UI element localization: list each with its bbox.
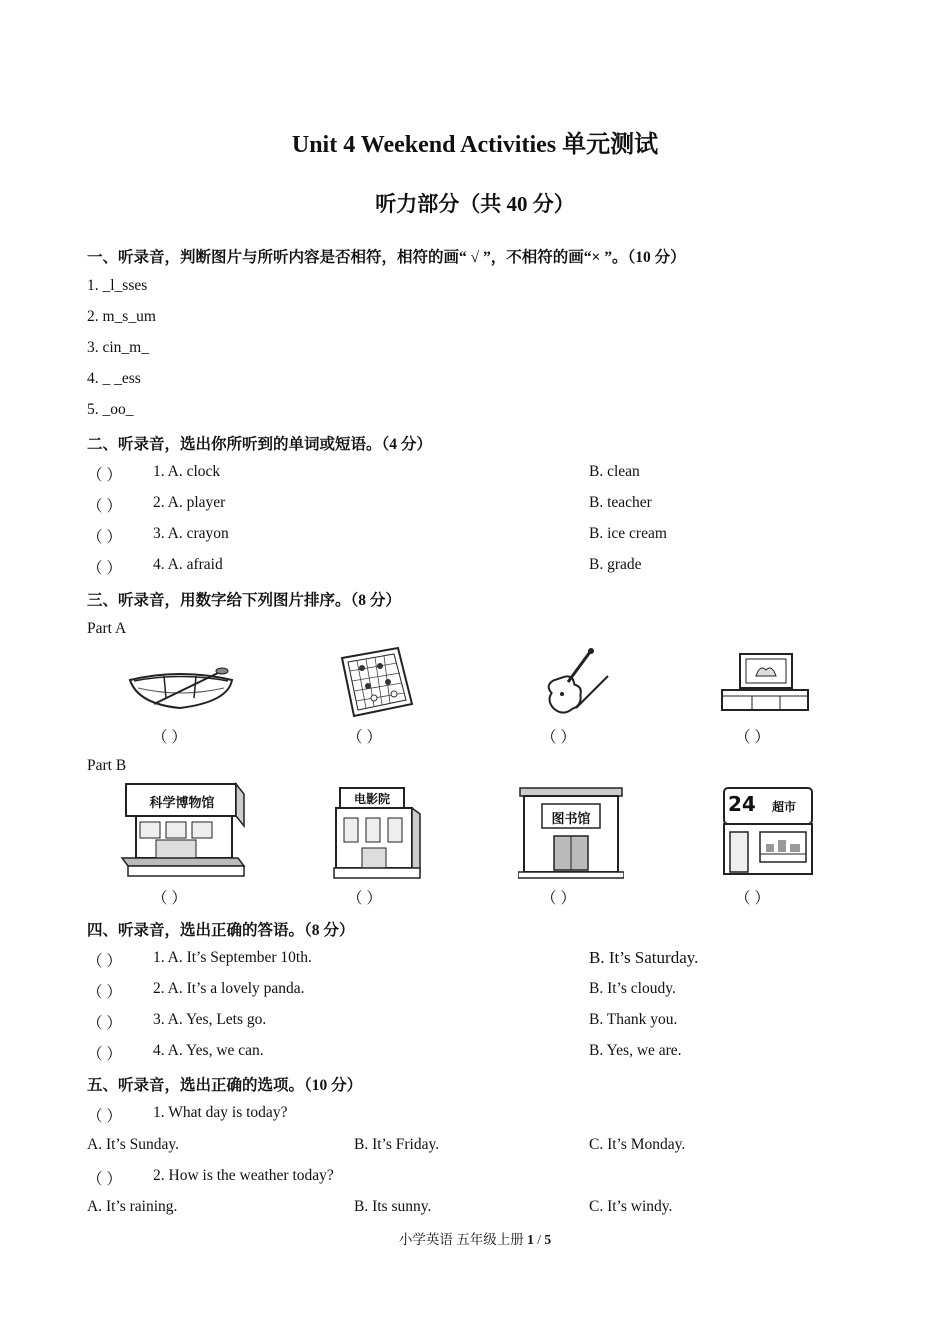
section-5-heading: 五、听录音，选出正确的选项。（10 分）: [87, 1077, 363, 1094]
option-a: 3. A. Yes, Lets go.: [153, 1011, 267, 1028]
option-a: A. It’s Sunday.: [87, 1136, 179, 1153]
order-blank: （ ）: [347, 890, 382, 907]
page-number: 1: [527, 1232, 534, 1247]
section-3-heading: 三、听录音，用数字给下列图片排序。（8 分）: [87, 592, 401, 609]
footer-text: 小学英语 五年级上册: [398, 1232, 528, 1247]
order-blank: （ ）: [347, 729, 382, 746]
answer-blank: （ ）: [87, 467, 122, 484]
violin-picture: [532, 646, 612, 714]
section-4-heading: 四、听录音，选出正确的答语。（8 分）: [87, 922, 355, 939]
page-total: 5: [544, 1232, 552, 1247]
library-picture: [518, 786, 624, 880]
question-text: 1. What day is today?: [153, 1104, 288, 1121]
page-title: Unit 4 Weekend Activities 单元测试: [291, 132, 659, 158]
option-b: B. Its sunny.: [354, 1198, 432, 1215]
option-b: B. Yes, we are.: [589, 1042, 682, 1059]
answer-blank: （ ）: [87, 1171, 122, 1188]
answer-blank: （ ）: [87, 529, 122, 546]
option-a: 1. A. It’s September 10th.: [153, 949, 312, 966]
answer-blank: （ ）: [87, 1046, 122, 1063]
section-2-heading: 二、听录音，选出你所听到的单词或短语。（4 分）: [87, 436, 432, 453]
page-footer: [0, 1228, 950, 1248]
option-c: C. It’s windy.: [589, 1198, 673, 1215]
option-a: 2. A. It’s a lovely panda.: [153, 980, 305, 997]
order-blank: （ ）: [152, 729, 187, 746]
option-a: 1. A. clock: [153, 463, 221, 480]
market-sign-text: 超市: [772, 800, 797, 814]
section-1-heading: 一、听录音，判断图片与所听内容是否相符，相符的画“ √ ”，不相符的画“× ”。（10 分）: [87, 249, 686, 266]
answer-blank: （ ）: [87, 498, 122, 515]
option-c: C. It’s Monday.: [589, 1136, 686, 1153]
chess-board-picture: [338, 646, 416, 718]
s1-item: 1. _l_sses: [87, 277, 148, 294]
answer-blank: （ ）: [87, 560, 122, 577]
page-separator: /: [533, 1232, 545, 1247]
option-a: 4. A. afraid: [153, 556, 223, 573]
s1-item: 5. _oo_: [87, 401, 134, 418]
part-a-label: Part A: [87, 620, 127, 637]
cinema-picture: [332, 786, 424, 880]
option-a: 2. A. player: [153, 494, 226, 511]
answer-blank: （ ）: [87, 984, 122, 1001]
museum-sign-text: 科学博物馆: [149, 796, 215, 811]
cinema-sign-text: 电影院: [353, 792, 390, 806]
market-24-text: 24: [728, 792, 756, 816]
order-blank: （ ）: [541, 890, 576, 907]
option-b: B. ice cream: [589, 525, 667, 542]
tv-stand-picture: [718, 650, 812, 714]
question-text: 2. How is the weather today?: [153, 1167, 334, 1184]
part-b-label: Part B: [87, 757, 127, 774]
s1-item: 4. _ _ess: [87, 370, 141, 387]
option-b: B. Thank you.: [589, 1011, 678, 1028]
order-blank: （ ）: [735, 729, 770, 746]
supermarket-picture: [720, 786, 816, 880]
order-blank: （ ）: [541, 729, 576, 746]
rowboat-picture: [124, 654, 236, 714]
option-b: B. teacher: [589, 494, 652, 511]
option-b: B. It’s Saturday.: [589, 948, 699, 967]
s1-item: 3. cin_m_: [87, 339, 149, 356]
order-blank: （ ）: [735, 890, 770, 907]
option-a: A. It’s raining.: [87, 1198, 178, 1215]
order-blank: （ ）: [152, 890, 187, 907]
page-subtitle: 听力部分（共 40 分）: [375, 192, 575, 216]
answer-blank: （ ）: [87, 1015, 122, 1032]
option-b: B. clean: [589, 463, 640, 480]
s1-item: 2. m_s_um: [87, 308, 156, 325]
option-b: B. It’s Friday.: [354, 1136, 440, 1153]
library-sign-text: 图书馆: [551, 812, 591, 827]
answer-blank: （ ）: [87, 953, 122, 970]
option-a: 4. A. Yes, we can.: [153, 1042, 264, 1059]
option-a: 3. A. crayon: [153, 525, 229, 542]
option-b: B. grade: [589, 556, 642, 573]
option-b: B. It’s cloudy.: [589, 980, 676, 997]
science-museum-picture: [120, 782, 246, 880]
answer-blank: （ ）: [87, 1108, 122, 1125]
